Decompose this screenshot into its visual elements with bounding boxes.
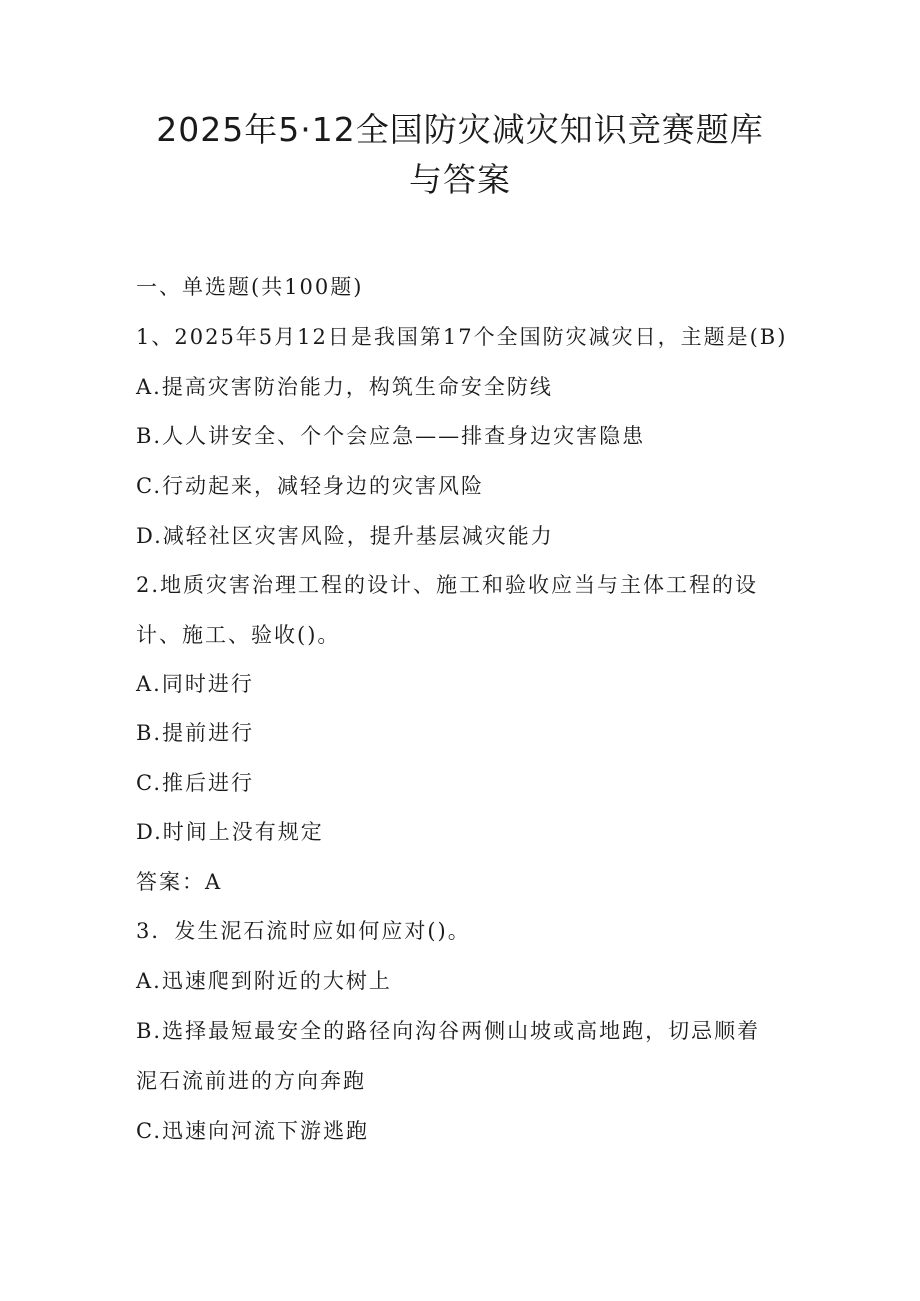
question-2-option-a: A.同时进行 [136,672,254,696]
question-1-option-d: D.减轻社区灾害风险，提升基层减灾能力 [136,524,554,548]
question-2-text: 2.地质灾害治理工程的设计、施工和验收应当与主体工程的设 [136,573,759,597]
question-3-option-b: B.选择最短最安全的路径向沟谷两侧山坡或高地跑，切忌顺着 [136,1019,761,1043]
question-3-option-c: C.迅速向河流下游逃跑 [136,1119,369,1143]
question-2-text-cont: 计、施工、验收()。 [136,623,341,647]
document-title-line1: 2025年5·12全国防灾减灾知识竞赛题库 [156,110,764,149]
question-1-text: 1、2025年5月12日是我国第17个全国防灾减灾日，主题是(B) [136,325,788,349]
question-2-option-d: D.时间上没有规定 [136,820,324,844]
question-2-answer: 答案：A [136,870,223,894]
document-title-line2: 与答案 [409,160,511,199]
question-2-option-c: C.推后进行 [136,771,254,795]
question-3-text: 3．发生泥石流时应如何应对()。 [136,919,471,943]
question-3-option-a: A.迅速爬到附近的大树上 [136,969,392,993]
question-1-option-c: C.行动起来，减轻身边的灾害风险 [136,474,484,498]
question-1-option-a: A.提高灾害防治能力，构筑生命安全防线 [136,375,553,399]
question-2-option-b: B.提前进行 [136,721,255,745]
section-heading: 一、单选题(共100题) [136,275,364,299]
question-1-option-b: B.人人讲安全、个个会应急——排查身边灾害隐患 [136,424,646,448]
question-3-option-b-cont: 泥石流前进的方向奔跑 [136,1069,366,1093]
